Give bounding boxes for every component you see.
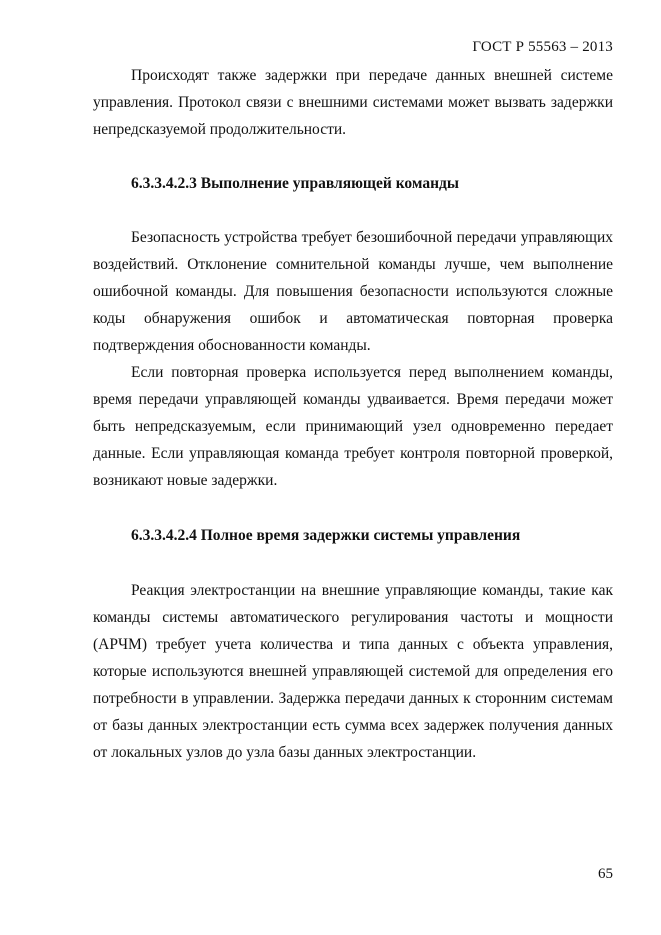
paragraph-power-plant-response: Реакция электростанции на внешние управляющие команды, такие как команды системы автоматического регулирования частоты и мощности (АРЧМ) требует учета количества и типа данных с объекта управления, которые используются внешней управляющей системой для определения его потребности в управлении. Задержка передачи данных к сторонним системам от базы данных электростанции есть сумма всех задержек получения данных от локальных узлов до узла базы данных электростанции. (93, 582, 613, 761)
spacer (93, 197, 613, 224)
document-header: ГОСТ Р 55563 – 2013 (472, 39, 613, 55)
paragraph-device-safety: Безопасность устройства требует безошибочной передачи управляющих воздействий. Отклонение сомнительной команды лучше, чем выполнение ошибочной команды. Для повышения безопасности используются сложные коды обнаружения ошибок и автоматическая повторная проверка подтверждения обоснованности команды. (93, 229, 613, 354)
section-heading-total-delay: 6.3.3.4.2.4 Полное время задержки системы управления (131, 527, 521, 544)
spacer (93, 143, 613, 170)
spacer (93, 549, 613, 577)
paragraph-protocol-delays: Происходят также задержки при передаче данных внешней системе управления. Протокол связи с внешними системами может вызвать задержки непредсказуемой продолжительности. (93, 67, 613, 138)
paragraph-repeat-check: Если повторная проверка используется перед выполнением команды, время передачи управляющей команды удваивается. Время передачи может быть непредсказуемым, если принимающий узел одновременно передает данные. Если управляющая команда требует контроля повторной проверкой, возникают новые задержки. (93, 364, 613, 489)
page-number: 65 (598, 866, 613, 882)
spacer (93, 494, 613, 522)
section-heading-control-command: 6.3.3.4.2.3 Выполнение управляющей команды (131, 175, 459, 192)
document-body (93, 62, 613, 766)
